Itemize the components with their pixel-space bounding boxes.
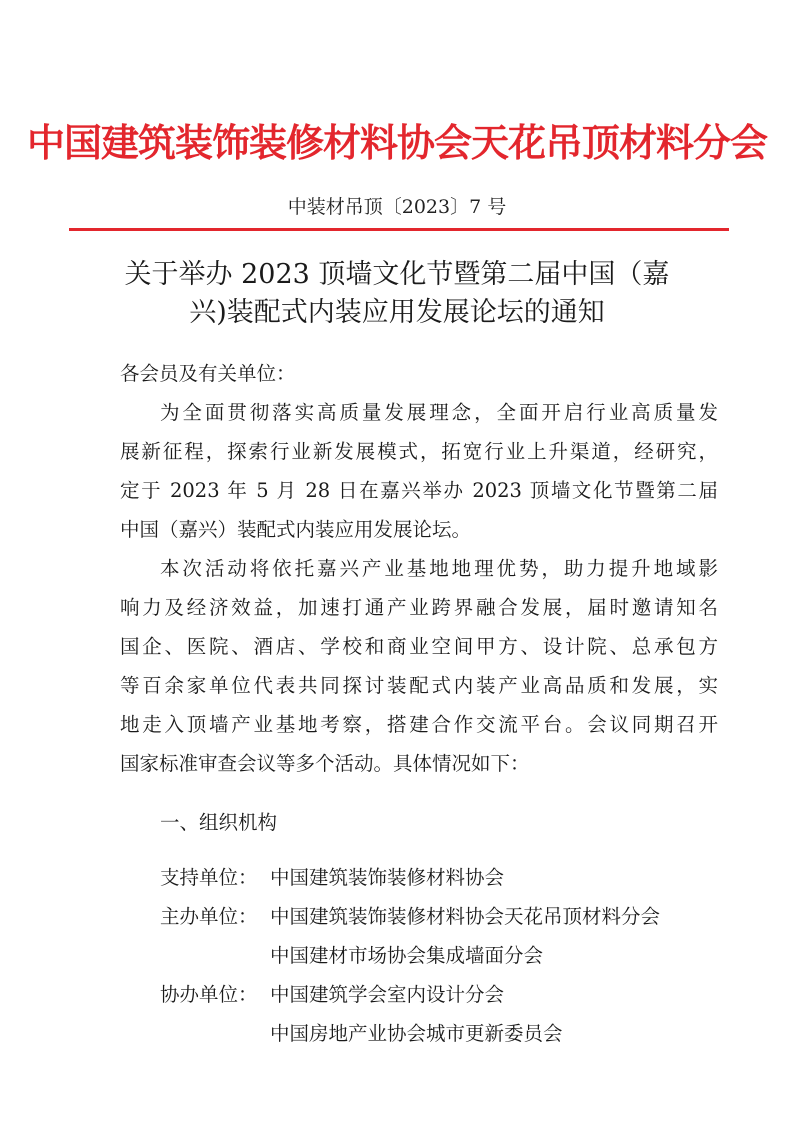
- section-heading: 一、组织机构: [160, 811, 278, 834]
- document-number: 中装材吊顶〔2023〕7 号: [287, 196, 507, 218]
- paragraph-2-line: 国家标准审查会议等多个活动。具体情况如下：: [120, 752, 530, 775]
- paragraph-2-line: 响力及经济效益，加速打通产业跨界融合发展，届时邀请知名: [120, 596, 718, 619]
- document-title-line-1: 关于举办 2023 顶墙文化节暨第二届中国（嘉: [124, 259, 670, 290]
- co-organizer-name: 中国房地产业协会城市更新委员会: [270, 1022, 563, 1045]
- paragraph-1-line: 定于 2023 年 5 月 28 日在嘉兴举办 2023 顶墙文化节暨第二届: [120, 479, 718, 502]
- paragraph-1-line: 中国（嘉兴）装配式内装应用发展论坛。: [120, 518, 472, 541]
- host-unit-name: 中国建材市场协会集成墙面分会: [270, 944, 544, 967]
- paragraph-1-line: 展新征程，探索行业新发展模式，拓宽行业上升渠道，经研究，: [120, 440, 718, 463]
- paragraph-2-line: 地走入顶墙产业基地考察，搭建合作交流平台。会议同期召开: [120, 713, 718, 736]
- salutation: 各会员及有关单位：: [120, 362, 296, 385]
- letterhead-divider: [69, 228, 729, 231]
- host-unit-label: 主办单位：: [160, 905, 258, 928]
- paragraph-2-line: 等百余家单位代表共同探讨装配式内装产业高品质和发展，实: [120, 674, 718, 697]
- host-unit-name: 中国建筑装饰装修材料协会天花吊顶材料分会: [270, 905, 661, 928]
- document-title-line-2: 兴)装配式内装应用发展论坛的通知: [189, 297, 605, 328]
- letterhead-org-name: 中国建筑装饰装修材料协会天花吊顶材料分会: [26, 121, 767, 165]
- paragraph-1-line: 为全面贯彻落实高质量发展理念，全面开启行业高质量发: [160, 401, 718, 424]
- support-unit-label: 支持单位：: [160, 866, 258, 889]
- support-unit-name: 中国建筑装饰装修材料协会: [270, 866, 505, 889]
- paragraph-2-line: 本次活动将依托嘉兴产业基地地理优势，助力提升地域影: [160, 557, 718, 580]
- paragraph-2-line: 国企、医院、酒店、学校和商业空间甲方、设计院、总承包方: [120, 635, 718, 658]
- co-organizer-name: 中国建筑学会室内设计分会: [270, 983, 505, 1006]
- co-organizer-label: 协办单位：: [160, 983, 258, 1006]
